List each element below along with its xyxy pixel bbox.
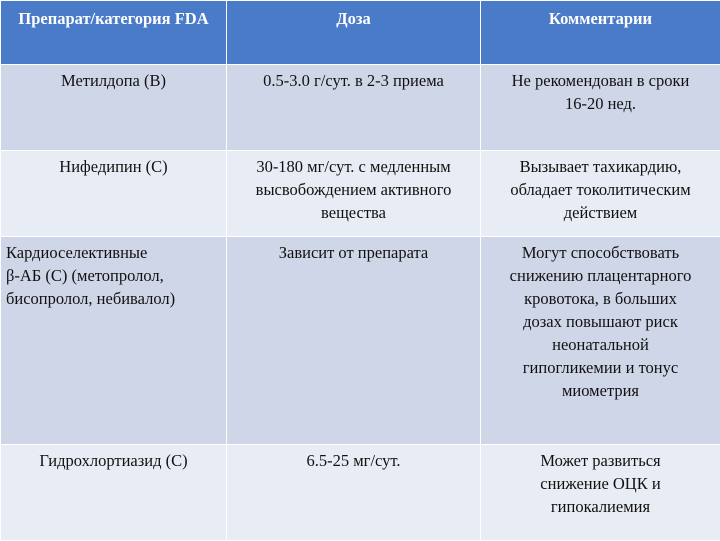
cell-line: обладает токолитическим [486, 178, 715, 201]
cell-line: снижение ОЦК и [486, 472, 715, 495]
cell-drug [1, 237, 227, 445]
table-row-nifedipine [1, 151, 720, 237]
cell-line: 6.5-25 мг/сут. [232, 449, 475, 472]
header-drug-line: Препарат/категория FDA [6, 7, 221, 30]
table-row-methyldopa [1, 65, 720, 151]
cell-dose [227, 65, 481, 151]
header-drug [1, 1, 227, 65]
cell-drug [1, 445, 227, 541]
table-row-beta-blockers [1, 237, 720, 445]
cell-comment [481, 65, 720, 151]
cell-dose [227, 445, 481, 541]
cell-line: Вызывает тахикардию, [486, 155, 715, 178]
cell-line: 16-20 нед. [486, 92, 715, 115]
cell-line: Зависит от препарата [232, 241, 475, 264]
cell-line: миометрия [486, 379, 715, 402]
cell-line: высвобождением активного [232, 178, 475, 201]
cell-line: гипогликемии и тонус [486, 356, 715, 379]
cell-line: Метилдопа (В) [6, 69, 221, 92]
cell-line: Может развиться [486, 449, 715, 472]
header-dose-line: Доза [232, 7, 475, 30]
cell-drug [1, 151, 227, 237]
cell-line: Нифедипин (С) [6, 155, 221, 178]
cell-comment [481, 151, 720, 237]
cell-line: вещества [232, 201, 475, 224]
header-comment [481, 1, 720, 65]
cell-line: 0.5-3.0 г/сут. в 2-3 приема [232, 69, 475, 92]
cell-dose [227, 151, 481, 237]
cell-line: Гидрохлортиазид (С) [6, 449, 221, 472]
cell-line: Кардиоселективные [6, 241, 221, 264]
cell-line: Могут способствовать [486, 241, 715, 264]
cell-line: неонатальной [486, 333, 715, 356]
cell-line: Не рекомендован в сроки [486, 69, 715, 92]
header-row [1, 1, 720, 65]
cell-line: снижению плацентарного [486, 264, 715, 287]
cell-line: 30-180 мг/сут. с медленным [232, 155, 475, 178]
cell-line: β-АБ (С) (метопролол, [6, 264, 221, 287]
cell-line: дозах повышают риск [486, 310, 715, 333]
header-comment-line: Комментарии [486, 7, 715, 30]
cell-dose [227, 237, 481, 445]
cell-line: действием [486, 201, 715, 224]
cell-comment [481, 237, 720, 445]
cell-comment [481, 445, 720, 541]
cell-line: кровотока, в больших [486, 287, 715, 310]
cell-line: бисопролол, небивалол) [6, 287, 221, 310]
table-row-hydrochlorothiazide [1, 445, 720, 541]
cell-drug [1, 65, 227, 151]
header-dose [227, 1, 481, 65]
cell-line: гипокалиемия [486, 495, 715, 518]
